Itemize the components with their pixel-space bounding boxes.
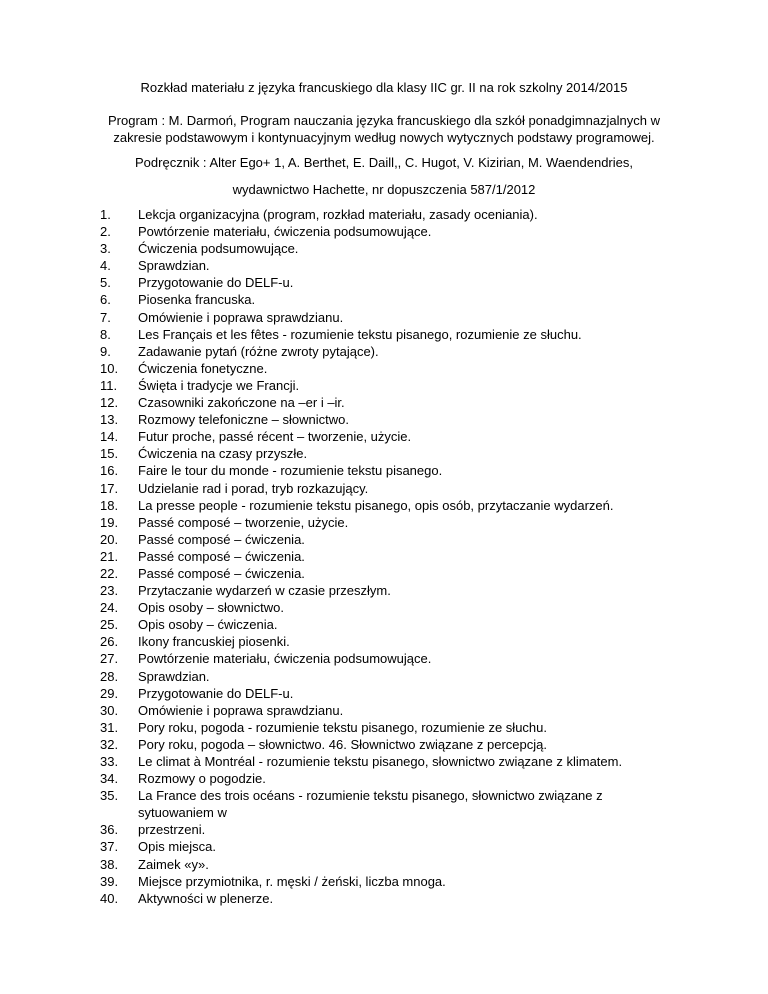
list-item-text: Udzielanie rad i porad, tryb rozkazujący.	[138, 480, 369, 496]
list-item-text: Piosenka francuska.	[138, 292, 256, 308]
list-item-text: Opis miejsca.	[138, 839, 217, 855]
textbook-info: Podręcznik : Alter Ego+ 1, A. Berthet, E. Daill,, C. Hugot, V. Kizirian, M. Waendendries,	[135, 155, 633, 170]
list-item	[100, 890, 680, 907]
list-item-number: 36.	[100, 822, 119, 838]
list-item-text: Passé composé – ćwiczenia.	[138, 565, 305, 581]
list-item	[100, 326, 680, 343]
list-item	[100, 411, 680, 428]
list-item	[100, 873, 680, 890]
list-item-number: 8.	[100, 326, 111, 342]
list-item	[100, 343, 680, 360]
list-item-text: przestrzeni.	[138, 822, 206, 838]
list-item-text: Passé composé – tworzenie, użycie.	[138, 514, 349, 530]
list-item	[100, 753, 680, 770]
list-item-text: Ćwiczenia podsumowujące.	[138, 241, 299, 257]
list-item-number: 16.	[100, 463, 119, 479]
list-item-number: 12.	[100, 395, 119, 411]
list-item-number: 25.	[100, 617, 119, 633]
list-item	[100, 548, 680, 565]
list-item	[100, 428, 680, 445]
list-item-number: 40.	[100, 890, 119, 906]
program-description: Program : M. Darmoń, Program nauczania języka francuskiego dla szkół ponadgimnazjalnych w zakresie podstawowym i kontynuacyjnym według nowych wytycznych podstawy programowej.	[107, 113, 661, 145]
list-item-number: 17.	[100, 480, 119, 496]
list-item-text: Powtórzenie materiału, ćwiczenia podsumowujące.	[138, 651, 432, 667]
list-item	[100, 599, 680, 616]
list-item	[100, 480, 680, 497]
list-item-number: 20.	[100, 531, 119, 547]
list-item	[100, 668, 680, 685]
publisher-info: wydawnictwo Hachette, nr dopuszczenia 587/1/2012	[232, 182, 536, 197]
list-item-text: La presse people - rozumienie tekstu pisanego, opis osób, przytaczanie wydarzeń.	[138, 497, 614, 513]
list-item-number: 6.	[100, 292, 111, 308]
list-item-number: 26.	[100, 634, 119, 650]
list-item-number: 33.	[100, 754, 119, 769]
list-item-text: Powtórzenie materiału, ćwiczenia podsumowujące.	[138, 224, 432, 240]
list-item-number: 2.	[100, 224, 111, 240]
list-item-number: 32.	[100, 736, 119, 752]
list-item-text: Rozmowy o pogodzie.	[138, 771, 266, 787]
list-item	[100, 309, 680, 326]
list-item-text: Sprawdzian.	[138, 668, 210, 684]
list-item-text: La France des trois océans - rozumienie tekstu pisanego, słownictwo związane z sytuowaniem w	[138, 788, 603, 821]
list-item	[100, 838, 680, 855]
list-item-text: Passé composé – ćwiczenia.	[138, 548, 305, 564]
lesson-list	[100, 206, 680, 907]
list-item	[100, 650, 680, 667]
list-item	[100, 497, 680, 514]
list-item-text: Zaimek «y».	[138, 856, 209, 872]
list-item	[100, 377, 680, 394]
list-item-number: 3.	[100, 241, 111, 257]
list-item-text: Miejsce przymiotnika, r. męski / żeński, liczba mnoga.	[138, 873, 446, 889]
list-item	[100, 531, 680, 548]
list-item	[100, 462, 680, 479]
list-item	[100, 719, 680, 736]
list-item	[100, 582, 680, 599]
list-item	[100, 736, 680, 753]
list-item-text: Rozmowy telefoniczne – słownictwo.	[138, 412, 349, 428]
list-item-text: Przygotowanie do DELF-u.	[138, 275, 294, 291]
list-item-text: Święta i tradycje we Francji.	[138, 377, 300, 393]
list-item-text: Lekcja organizacyjna (program, rozkład materiału, zasady oceniania).	[138, 207, 538, 222]
list-item-number: 18.	[100, 497, 119, 513]
list-item	[100, 702, 680, 719]
list-item-text: Omówienie i poprawa sprawdzianu.	[138, 309, 344, 325]
list-item	[100, 565, 680, 582]
list-item	[100, 445, 680, 462]
list-item-number: 11.	[100, 377, 118, 393]
list-item-number: 21.	[100, 548, 119, 564]
list-item	[100, 514, 680, 531]
list-item	[100, 291, 680, 308]
list-item-text: Pory roku, pogoda – słownictwo. 46. Słownictwo związane z percepcją.	[138, 736, 547, 752]
list-item-number: 14.	[100, 429, 119, 445]
list-item-text: Czasowniki zakończone na –er i –ir.	[138, 395, 345, 411]
list-item-number: 7.	[100, 309, 111, 325]
list-item-text: Zadawanie pytań (różne zwroty pytające).	[138, 343, 379, 359]
list-item	[100, 223, 680, 240]
list-item	[100, 257, 680, 274]
list-item-number: 27.	[100, 651, 119, 667]
list-item	[100, 821, 680, 838]
list-item-number: 13.	[100, 412, 119, 428]
list-item-number: 22.	[100, 565, 119, 581]
list-item-text: Ćwiczenia fonetyczne.	[138, 360, 268, 376]
list-item-text: Sprawdzian.	[138, 258, 210, 274]
list-item	[100, 616, 680, 633]
list-item-text: Les Français et les fêtes - rozumienie tekstu pisanego, rozumienie ze słuchu.	[138, 326, 582, 342]
list-item-text: Futur proche, passé récent – tworzenie, użycie.	[138, 429, 412, 445]
list-item-text: Pory roku, pogoda - rozumienie tekstu pisanego, rozumienie ze słuchu.	[138, 719, 547, 735]
list-item-text: Opis osoby – ćwiczenia.	[138, 617, 278, 633]
list-item-number: 1.	[100, 207, 111, 222]
list-item	[100, 360, 680, 377]
list-item-number: 19.	[100, 514, 119, 530]
list-item-text: Aktywności w plenerze.	[138, 890, 274, 906]
list-item-number: 24.	[100, 600, 119, 616]
list-item-number: 28.	[100, 668, 119, 684]
list-item-number: 37.	[100, 839, 119, 855]
list-item-number: 31.	[100, 719, 119, 735]
list-item	[100, 633, 680, 650]
list-item-number: 39.	[100, 873, 119, 889]
list-item-text: Faire le tour du monde - rozumienie tekstu pisanego.	[138, 463, 443, 479]
list-item-number: 9.	[100, 343, 111, 359]
list-item-text: Omówienie i poprawa sprawdzianu.	[138, 702, 344, 718]
list-item-number: 10.	[100, 360, 119, 376]
list-item-text: Passé composé – ćwiczenia.	[138, 531, 305, 547]
list-item-number: 23.	[100, 583, 119, 599]
list-item-number: 15.	[100, 446, 119, 462]
list-item	[100, 394, 680, 411]
list-item-number: 29.	[100, 685, 119, 701]
list-item	[100, 787, 680, 821]
list-item-number: 5.	[100, 275, 111, 291]
list-item	[100, 770, 680, 787]
list-item-number: 30.	[100, 702, 119, 718]
list-item-text: Ćwiczenia na czasy przyszłe.	[138, 446, 308, 462]
list-item-text: Opis osoby – słownictwo.	[138, 600, 284, 616]
list-item	[100, 206, 680, 223]
list-item-number: 35.	[100, 788, 119, 804]
list-item-text: Przygotowanie do DELF-u.	[138, 685, 294, 701]
list-item-text: Le climat à Montréal - rozumienie tekstu pisanego, słownictwo związane z klimatem.	[138, 754, 623, 769]
list-item	[100, 856, 680, 873]
list-item-text: Ikony francuskiej piosenki.	[138, 634, 290, 650]
list-item-number: 38.	[100, 856, 119, 872]
document-title: Rozkład materiału z języka francuskiego dla klasy IIC gr. II na rok szkolny 2014/2015	[140, 80, 628, 95]
list-item-text: Przytaczanie wydarzeń w czasie przeszłym.	[138, 583, 391, 599]
list-item	[100, 685, 680, 702]
list-item	[100, 240, 680, 257]
list-item	[100, 274, 680, 291]
list-item-number: 4.	[100, 258, 111, 274]
list-item-number: 34.	[100, 771, 119, 787]
